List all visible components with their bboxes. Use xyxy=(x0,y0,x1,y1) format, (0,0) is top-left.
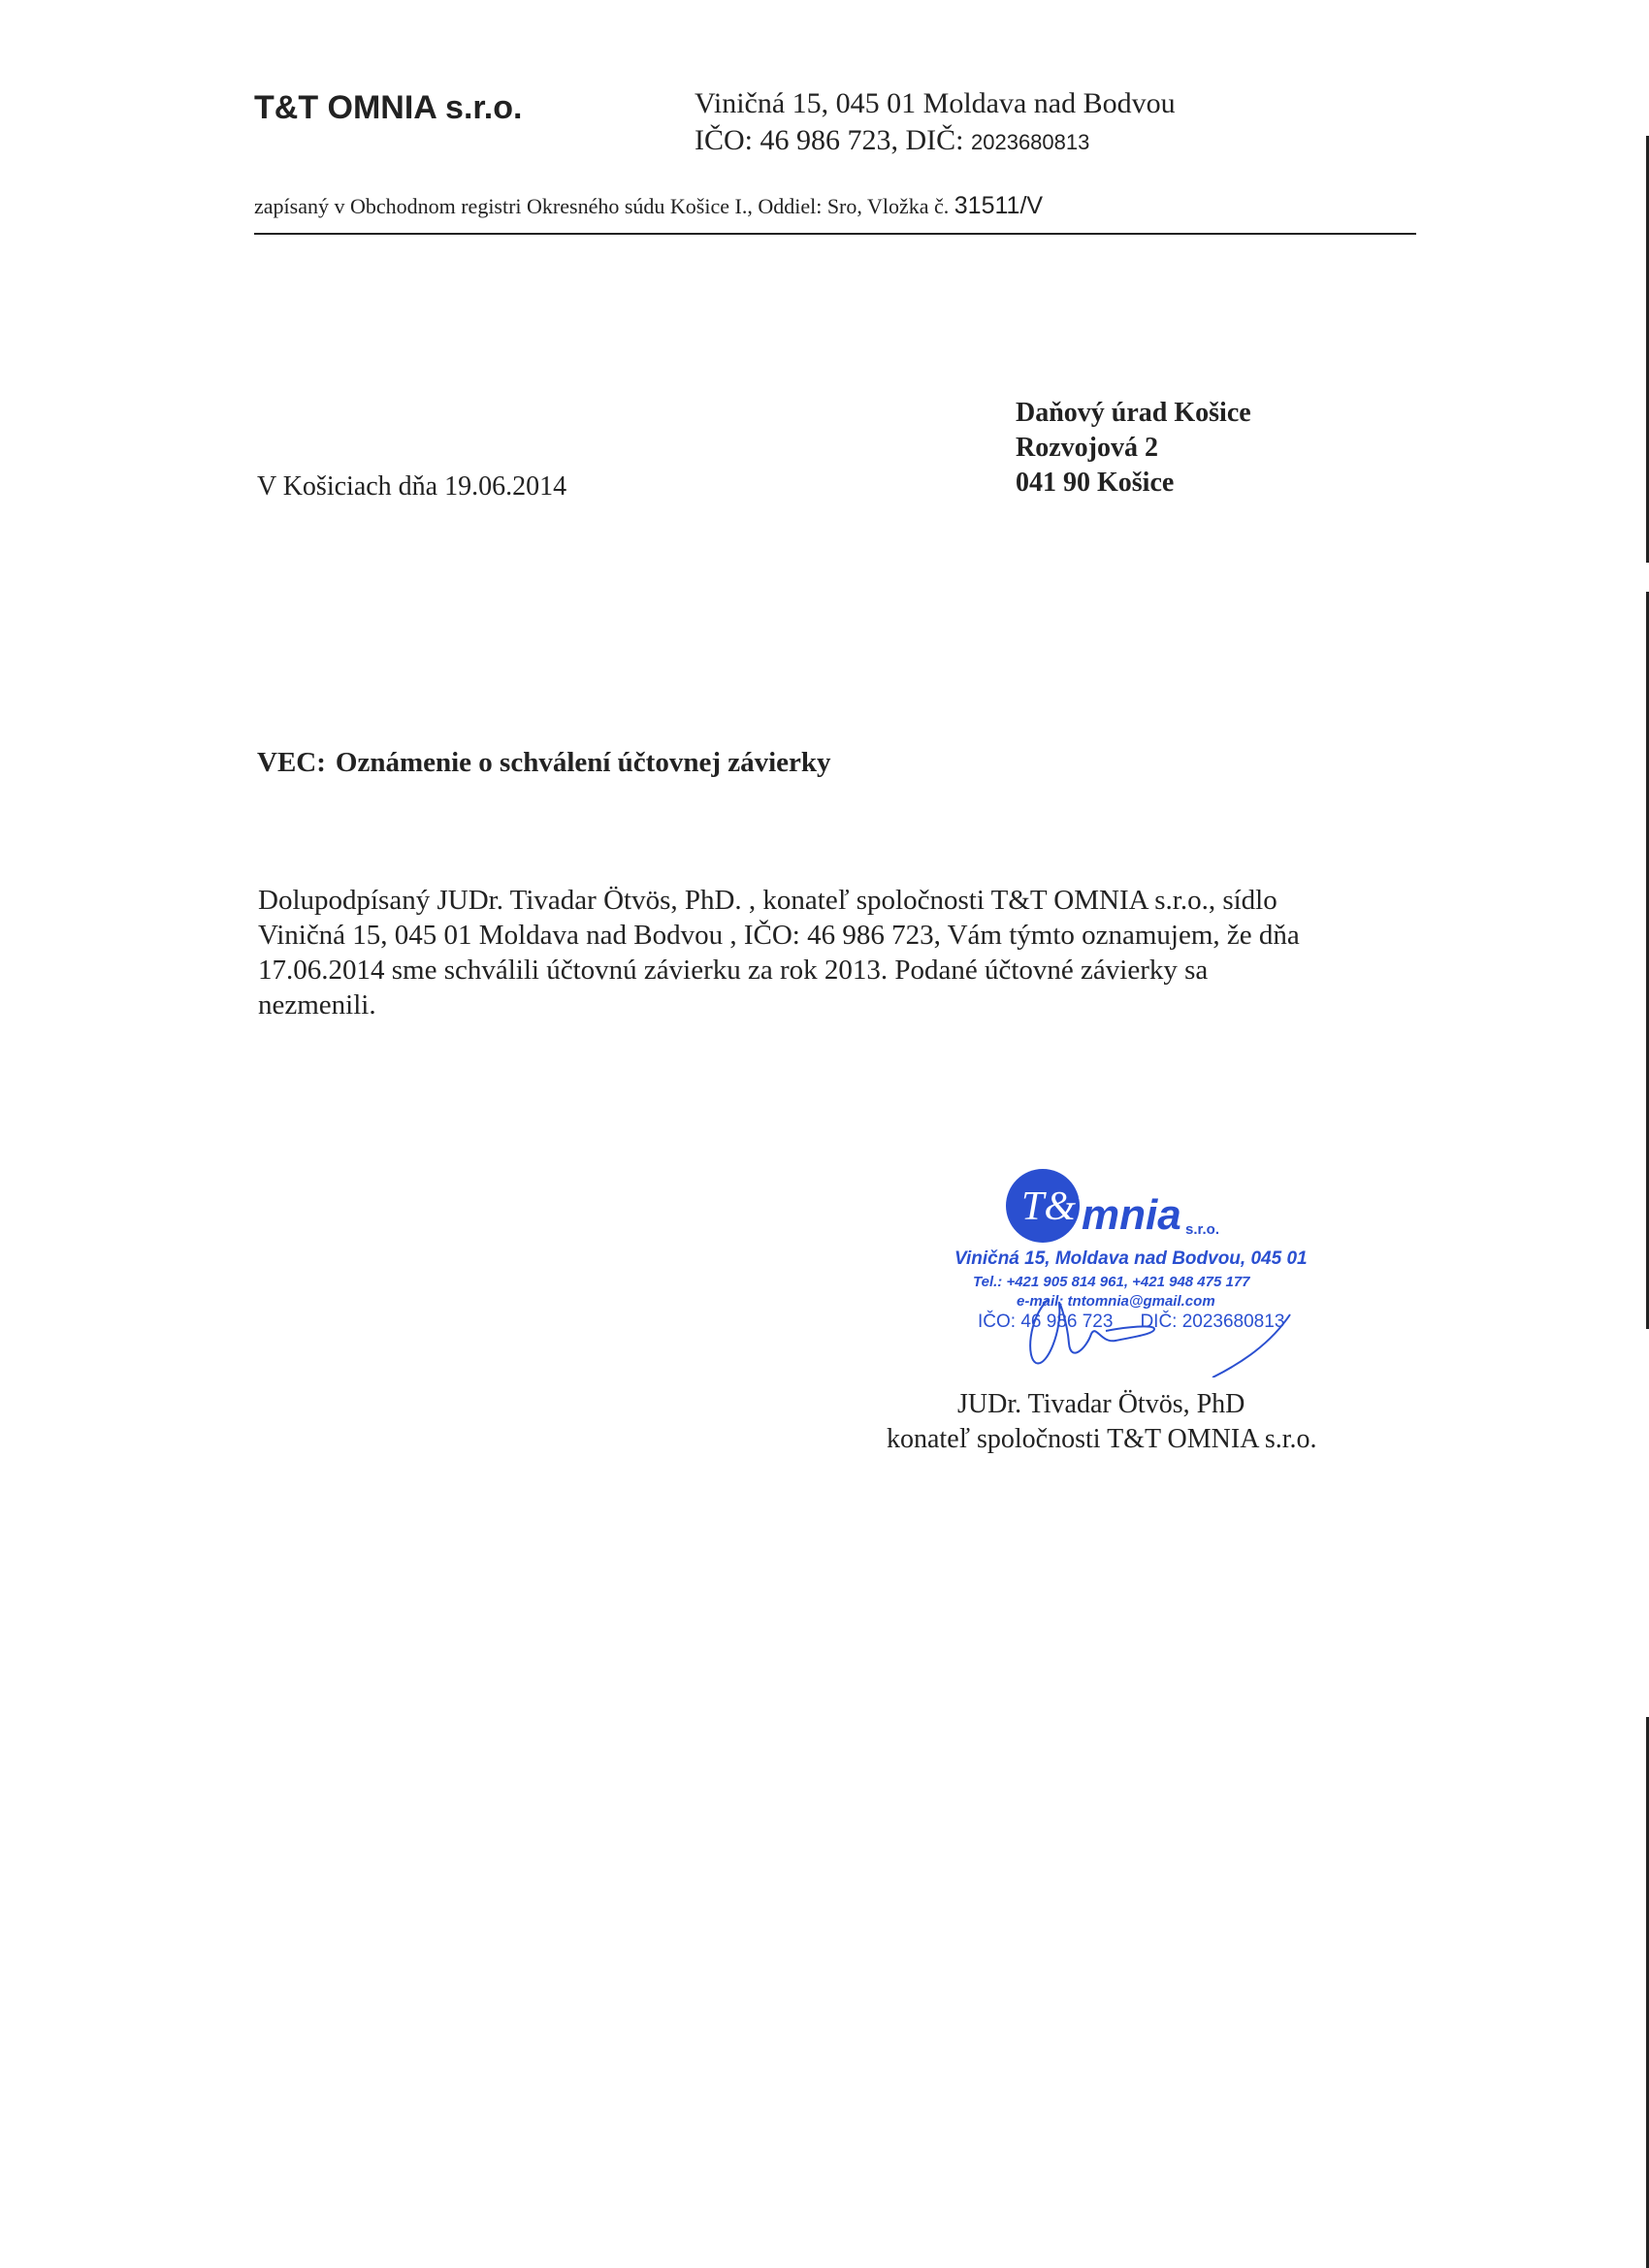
header-divider xyxy=(254,233,1416,235)
body-line-1: Dolupodpísaný JUDr. Tivadar Ötvös, PhD. , konateľ spoločnosti T&T OMNIA s.r.o., sídlo xyxy=(258,885,1277,916)
company-ids xyxy=(695,124,1089,157)
body-line-2: Viničná 15, 045 01 Moldava nad Bodvou , IČO: 46 986 723, Vám týmto oznamujem, že dňa xyxy=(258,920,1300,951)
subject-line xyxy=(257,747,831,779)
stamp-phone: Tel.: +421 905 814 961, +421 948 475 177 xyxy=(973,1274,1250,1290)
registry-text: zapísaný v Obchodnom registri Okresného súdu Košice I., Oddiel: Sro, Vložka č. xyxy=(254,194,954,218)
svg-text:mnia: mnia xyxy=(1082,1191,1181,1239)
handwritten-signature xyxy=(1009,1290,1300,1377)
recipient-line-1: Daňový úrad Košice xyxy=(1016,398,1251,428)
subject-label: VEC: xyxy=(257,747,326,778)
dic-separator: , DIČ: xyxy=(890,124,971,156)
company-address: Viničná 15, 045 01 Moldava nad Bodvou xyxy=(695,87,1176,119)
dic-value: 2023680813 xyxy=(971,130,1090,154)
subject-text: Oznámenie o schválení účtovnej závierky xyxy=(335,747,831,778)
stamp-address: Viničná 15, Moldava nad Bodvou, 045 01 xyxy=(954,1248,1308,1269)
signer-name: JUDr. Tivadar Ötvös, PhD xyxy=(957,1389,1245,1419)
body-line-4: nezmenili. xyxy=(258,989,376,1021)
company-name: T&T OMNIA s.r.o. xyxy=(254,89,523,126)
recipient-line-2: Rozvojová 2 xyxy=(1016,433,1158,463)
stamp-logo xyxy=(931,1159,1339,1251)
svg-text:s.r.o.: s.r.o. xyxy=(1185,1221,1220,1238)
ico-text: IČO: 46 986 723 xyxy=(695,124,891,156)
letter-body xyxy=(258,883,1412,1022)
registry-info xyxy=(254,192,1043,220)
signer-title: konateľ spoločnosti T&T OMNIA s.r.o. xyxy=(887,1424,1317,1454)
stamp-dic: DIČ: 2023680813 xyxy=(1140,1312,1285,1332)
place-date: V Košiciach dňa 19.06.2014 xyxy=(257,471,567,502)
recipient-line-3: 041 90 Košice xyxy=(1016,468,1175,498)
registry-number: 31511/V xyxy=(954,192,1044,219)
body-line-3: 17.06.2014 sme schválili účtovnú závierku za rok 2013. Podané účtovné závierky sa xyxy=(258,955,1209,986)
svg-text:T&T: T&T xyxy=(1021,1184,1099,1229)
stamp-ico: IČO: 46 986 723 xyxy=(978,1312,1114,1332)
stamp-email: e-mail: tntomnia@gmail.com xyxy=(1017,1293,1215,1310)
